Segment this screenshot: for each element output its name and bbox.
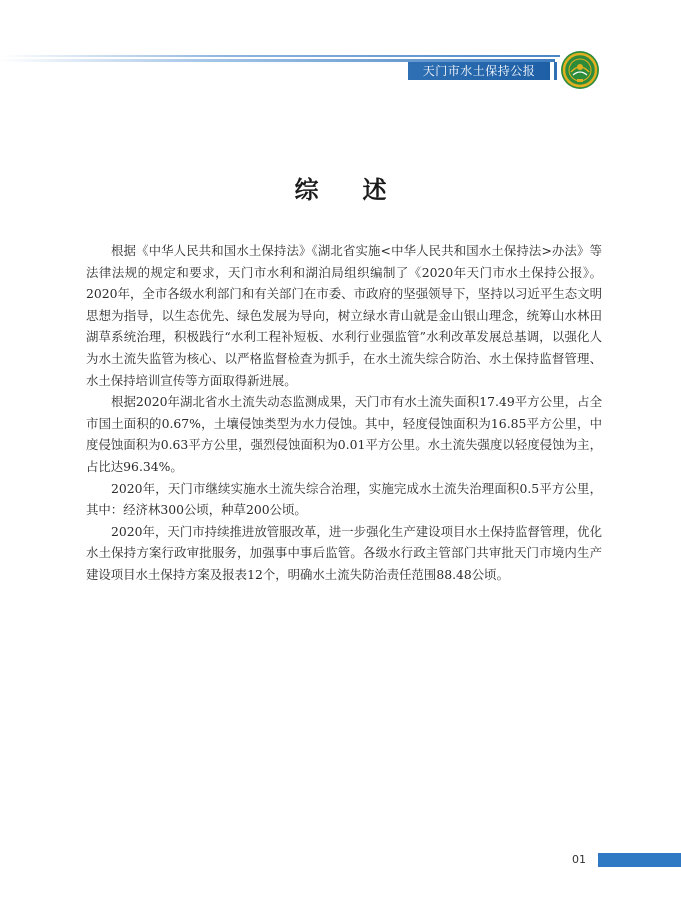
header-tab-edge: [554, 62, 557, 80]
header-rule-thin: [0, 55, 560, 57]
publication-title: 天门市水土保持公报: [408, 62, 550, 80]
page-number: 01: [572, 853, 586, 866]
footer-bar: [598, 853, 681, 867]
paragraph-intro: 根据《中华人民共和国水土保持法》《湖北省实施<中华人民共和国水土保持法>办法》等法律法规的规定和要求，天门市水利和湖泊局组织编制了《2020年天门市水土保持公报》。2020年，全市各级水利部门和有关部门在市委、市政府的坚强领导下，坚持以习近平生态文明思想为指导，以生态优先、绿色发展为导向，树立绿水青山就是金山银山理念，统筹山水林田湖草系统治理，积极践行“水利工程补短板、水利行业强监管”水利改革发展总基调，以强化人为水土流失监管为核心、以严格监督检查为抓手，在水土流失综合防治、水土保持监督管理、水土保持培训宣传等方面取得新进展。: [86, 243, 602, 388]
body-text: [86, 240, 602, 586]
emblem-icon: [560, 50, 600, 90]
paragraph-monitoring: 根据2020年湖北省水土流失动态监测成果，天门市有水土流失面积17.49平方公里，占全市国土面积的0.67%，土壤侵蚀类型为水力侵蚀。其中，轻度侵蚀面积为16.85平方公里，中度侵蚀面积为0.63平方公里，强烈侵蚀面积为0.01平方公里。水土流失强度以轻度侵蚀为主，占比达96.34%。: [86, 394, 602, 474]
paragraph-treatment: 2020年，天门市继续实施水土流失综合治理，实施完成水土流失治理面积0.5平方公里，其中：经济林300公顷，种草200公顷。: [86, 480, 602, 518]
page-title: 综述: [294, 175, 431, 204]
paragraph-supervision: 2020年，天门市持续推进放管服改革，进一步强化生产建设项目水土保持监督管理，优化水土保持方案行政审批服务，加强事中事后监管。各级水行政主管部门共审批天门市境内生产建设项目水土保持方案及报表12个，明确水土流失防治责任范围88.48公顷。: [86, 523, 602, 582]
